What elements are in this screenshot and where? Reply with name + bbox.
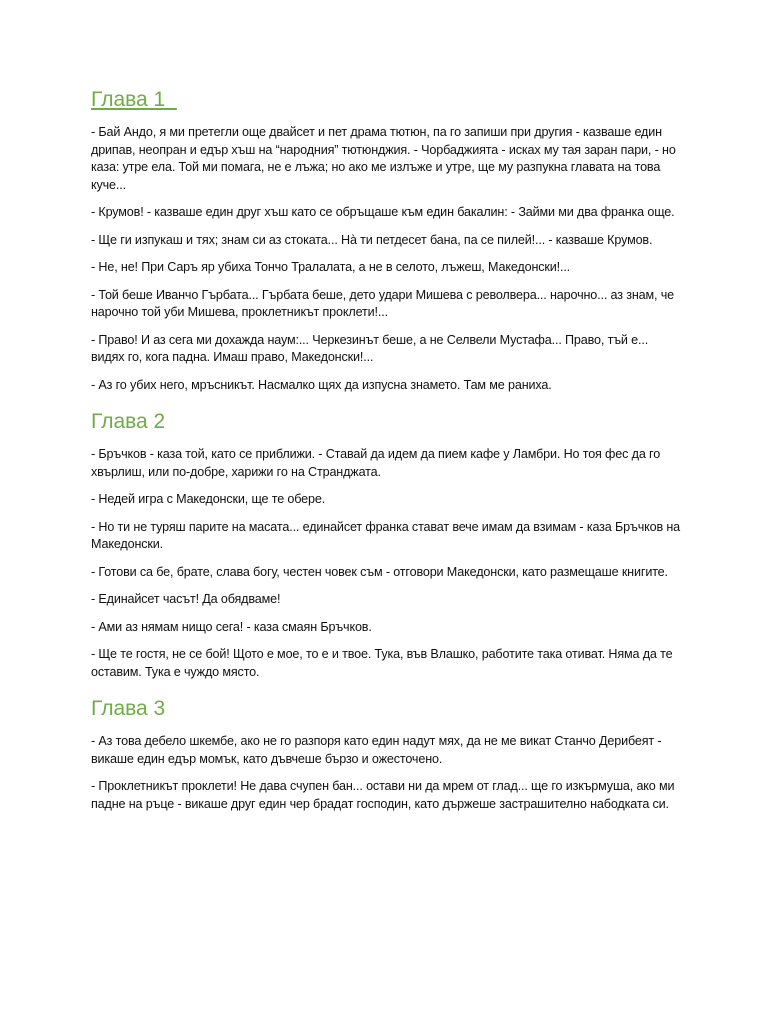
paragraph: - Не, не! При Саръ яр убиха Тончо Тралалата, а не в селото, лъжеш, Македонски!...: [91, 260, 571, 274]
paragraph: - Аз това дебело шкембе, ако не го разпоря като един надут мях, да не ме викат Станчо Дерибеят - викаше един едър момък, като дъвчеше бързо и ожесточено.: [91, 734, 662, 766]
paragraph: - Крумов! - казваше един друг хъш като се обръщаше към един бакалин: - Займи ми два франка още.: [91, 205, 675, 219]
chapter-title: Глава 1: [91, 88, 177, 111]
paragraph: - Той беше Иванчо Гърбата... Гърбата беше, дето удари Мишева с револвера... нарочно... аз знам, че нарочно той уби Мишева, проклетникът проклети!...: [91, 287, 674, 319]
chapter-2: [91, 408, 681, 681]
chapter-1: [91, 86, 681, 394]
paragraph: - Недей игра с Македонски, ще те обере.: [91, 492, 326, 506]
chapter-heading: [91, 86, 681, 114]
paragraph: - Ще ги изпукаш и тях; знам си аз стоката... Нà ти петдесет бана, па се пилей!... - казваше Крумов.: [91, 232, 653, 247]
paragraph: - Ще те гостя, не се бой! Щото е мое, то е и твое. Тука, във Влашко, работите така отиват. Няма да те оставим. Тука е чуждо място.: [91, 647, 673, 679]
chapter-heading: Глава 3: [91, 697, 166, 720]
paragraph: - Аз го убих него, мръсникът. Насмалко щях да изпусна знамето. Там ме раниха.: [91, 377, 552, 392]
paragraph: - Проклетникът проклети! Не дава счупен бан... остави ни да мрем от глад... ще го изкърмуша, ако ми падне на ръце - викаше друг един чер брадат господин, като държеше застрашително набодката си.: [91, 779, 675, 811]
paragraph: - Единайсет часът! Да обядваме!: [91, 592, 281, 606]
paragraph: - Готови са бе, брате, слава богу, честен човек съм - отговори Македонски, като размещаше книгите.: [91, 564, 668, 579]
chapter-3: [91, 695, 681, 813]
chapter-heading: Глава 2: [91, 410, 166, 433]
paragraph: - Но ти не туряш парите на масата... единайсет франка стават вече имам да взимам - каза Бръчков на Македонски.: [91, 519, 681, 551]
paragraph: - Ами аз нямам нищо сега! - каза смаян Бръчков.: [91, 619, 372, 634]
paragraph: - Право! И аз сега ми дохажда наум:... Черкезинът беше, а не Селвели Мустафа... Право, тъй е... видях го, кога падна. Имаш право, Македонски!...: [91, 332, 649, 364]
document-page: [91, 86, 681, 827]
paragraph: - Бръчков - каза той, като се приближи. - Ставай да идем да пием кафе у Ламбри. Но тоя фес да го хвърлиш, или по-добре, харижи го на Странджата.: [91, 447, 661, 479]
paragraph: - Бай Андо, я ми претегли още двайсет и пет драма тютюн, па го запиши при другия - казваше един дрипав, неопран и едър хъш на “народния” тютюнджия. - Чорбаджията - исках му тая заран пари, - но каза: утре ела. Той ми помага, не е лъжа; но ако ме излъже и утре, ще му разпукна главата на това куче...: [91, 125, 676, 192]
